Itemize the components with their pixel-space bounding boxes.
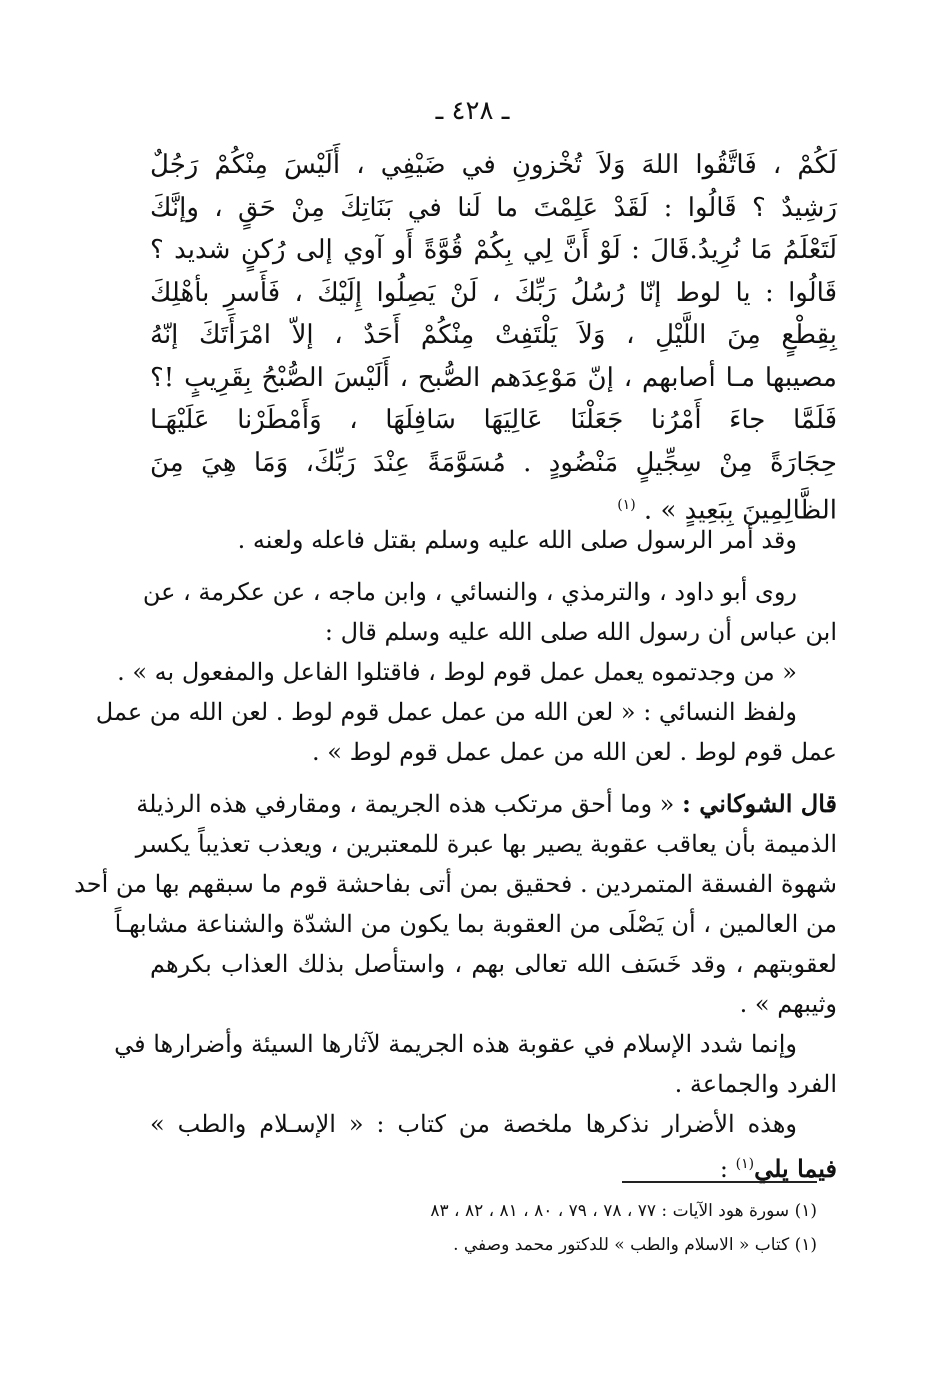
quran-line: مصيبها مـا أصابهم ، إنّ مَوْعِدَهم الصُّبح ، أَلَيْسَ الصُّبْحُ بِقَرِيبٍ !؟ bbox=[150, 362, 837, 393]
paragraph-line: وإنما شدد الإسلام في عقوبة هذه الجريمة لآثارها السيئة وأضرارها في bbox=[114, 1030, 797, 1058]
quran-line: رَشِيدٌ ؟ قَالُوا : لَقَدْ عَلِمْتَ ما لَنا في بَنَاتِكَ مِنْ حَقٍ ، وإنَّكَ bbox=[150, 192, 837, 223]
quran-line: بِقِطْعٍ مِنَ اللَّيْلِ ، وَلاَ يَلْتَفِتْ مِنْكُمْ أَحَدٌ ، إلاّ امْرَأَتَكَ إنّهُ bbox=[150, 320, 837, 350]
paragraph-line: الذميمة بأن يعاقب عقوبة يصير بها عبرة للمعتبرين ، ويعذب تعذيباً يكسر bbox=[135, 830, 837, 858]
quote-author-label: قال الشوكاني : bbox=[681, 789, 837, 818]
paragraph-line: شهوة الفسقة المتمردين . فحقيق بمن أتى بفاحشة قوم ما سبقهم بها من أحد bbox=[74, 870, 837, 898]
quran-line: حِجَارَةً مِنْ سِجِّيلٍ مَنْضُودٍ . مُسَوَّمَةً عِنْدَ رَبِّكَ، وَمَا هِيَ مِنَ bbox=[150, 447, 837, 478]
footnote-divider bbox=[622, 1181, 817, 1183]
page-number: ـ ٤٢٨ ـ bbox=[435, 96, 510, 126]
bold-phrase: فيما يلي bbox=[754, 1154, 837, 1183]
paragraph-line: روى أبو داود ، والترمذي ، والنسائي ، وابن ماجه ، عن عكرمة ، عن bbox=[142, 578, 797, 606]
quran-passage bbox=[150, 144, 837, 527]
hadith-quote: « من وجدتموه يعمل عمل قوم لوط ، فاقتلوا الفاعل والمفعول به » . bbox=[117, 658, 797, 686]
quran-line: قَالُوا : يا لوط إنّا رُسُلُ رَبِّكَ ، لَنْ يَصِلُوا إِلَيْكَ ، فَأَسرِ بأهْلِكَ bbox=[150, 277, 837, 308]
footnote: (١) كتاب « الاسلام والطب » للدكتور محمد وصفي . bbox=[453, 1235, 817, 1255]
paragraph-line: لعقوبتهم ، وقد خَسَف الله تعالى بهم ، واستأصل بذلك العذاب بكرهم bbox=[150, 950, 837, 978]
paragraph-line: الفرد والجماعة . bbox=[674, 1070, 837, 1098]
footnote-marker: (١) bbox=[735, 1156, 755, 1172]
quran-line: لَكُمْ ، فَاتَّقُوا اللهَ وَلاَ تُخْزونِ في ضَيْفِي ، أَلَيْسَ مِنْكُمْ رَجُلٌ bbox=[150, 150, 837, 180]
paragraph-text: : bbox=[719, 1155, 736, 1183]
paragraph-line: وقد أمر الرسول صلى الله عليه وسلم بقتل فاعله ولعنه . bbox=[237, 526, 797, 554]
quran-last-text: الظَّالِمِينَ بِبَعِيدٍ » . bbox=[643, 495, 837, 526]
paragraph-line: ابن عباس أن رسول الله صلى الله عليه وسلم قال : bbox=[324, 618, 837, 646]
paragraph-line bbox=[136, 784, 837, 824]
quran-line: فَلَمَّا جاءَ أَمْرُنا جَعَلْنَا عَالِيَهَا سَافِلَهَا ، وَأَمْطَرْنا عَلَيْهَـا bbox=[150, 405, 837, 435]
footnote: (١) سورة هود الآيات : ٧٧ ، ٧٨ ، ٧٩ ، ٨٠ ، ٨١ ، ٨٢ ، ٨٣ bbox=[430, 1201, 817, 1221]
footnote-marker: (١) bbox=[617, 497, 636, 513]
quran-line: لَتَعْلَمُ مَا نُرِيدُ.قَالَ : لَوْ أَنَّ لِي بِكُمْ قُوَّةً أَو آوي إلى رُكنٍ شديد ؟ bbox=[150, 235, 837, 265]
paragraph-line: وثيبهم » . bbox=[739, 990, 837, 1018]
quote-text: « وما أحق مرتكب هذه الجريمة ، ومقارفي هذه الرذيلة bbox=[136, 790, 682, 818]
paragraph-line bbox=[150, 1144, 837, 1184]
body-text bbox=[74, 520, 837, 1184]
paragraph-line: عمل قوم لوط . لعن الله من عمل عمل قوم لوط » . bbox=[312, 738, 837, 766]
paragraph-line: ولفظ النسائي : « لعن الله من عمل عمل قوم لوط . لعن الله من عمل bbox=[95, 698, 797, 726]
footnotes bbox=[300, 1194, 817, 1262]
paragraph-line: من العالمين ، أن يَصْلَى من العقوبة بما يكون من الشدّة والشناعة مشابهـاً bbox=[114, 910, 837, 938]
paragraph-line: وهذه الأضرار نذكرها ملخصة من كتاب : « الإسـلام والطب » bbox=[150, 1110, 797, 1138]
